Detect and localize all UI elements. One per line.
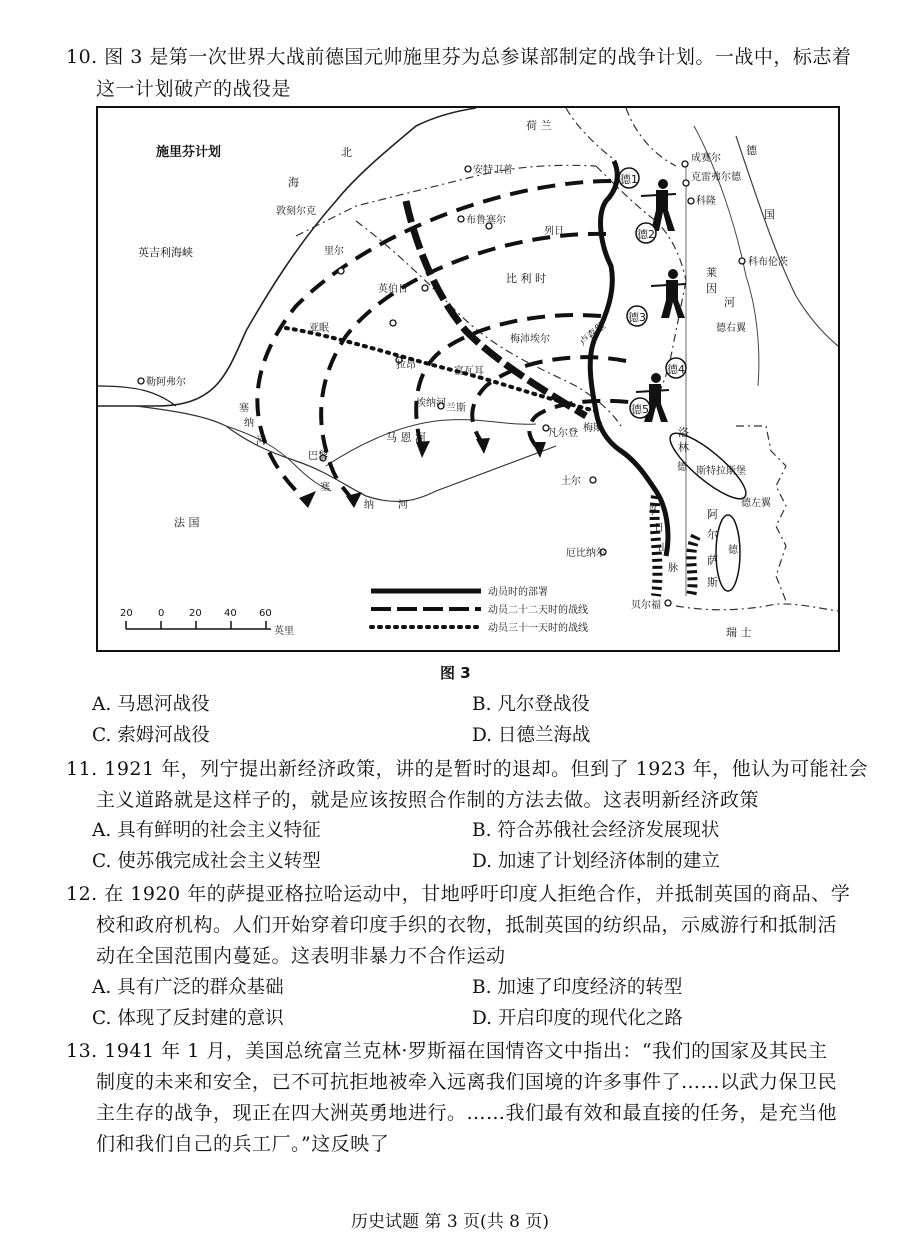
label-north-sea-1: 北 (341, 146, 352, 159)
q12-option-b[interactable]: B. 加速了印度经济的转型 (472, 977, 683, 998)
label-alsace-4: 斯 (707, 576, 718, 589)
city-dunkirk: 敦刻尔克 (276, 206, 316, 217)
city-cologne: 成赛尔 (691, 153, 721, 164)
river-seine-2: 纳 (244, 418, 254, 429)
label-rhine-2: 因 (706, 282, 717, 295)
army-4-label: 德4 (667, 363, 685, 376)
city-mons: 英伯日 (378, 284, 408, 295)
scale-tick-4: 60 (259, 608, 272, 619)
city-verdun: 凡尔登 (548, 428, 578, 439)
q11-option-c[interactable]: C. 使苏俄完成社会主义转型 (92, 851, 321, 872)
q11-stem-line2: 主义道路就是这样子的，就是应该按照合作制的方法去做。这表明新经济政策 (96, 789, 760, 811)
river-marne: 马 恩 河 (386, 431, 426, 444)
river-seine-lower-1: 塞 (320, 482, 330, 493)
city-paris: 巴黎 (308, 451, 328, 462)
river-seine-1: 塞 (239, 403, 249, 414)
city-laon: 拉昂 (396, 360, 416, 371)
scale-tick-1: 0 (158, 608, 165, 619)
river-oise: 埃纳河 (416, 398, 446, 409)
label-left-wing: 德左翼 (741, 498, 771, 509)
city-reims: 兰斯 (446, 403, 466, 414)
city-dusseldorf: 克雷弗尔德 (691, 172, 741, 183)
label-alsace-3: 萨 (707, 554, 718, 567)
label-vosges-2: 日 (654, 523, 664, 534)
legend-31-days: 动员三十一天时的战线 (488, 623, 588, 634)
label-north-sea-2: 海 (288, 176, 299, 189)
label-france: 法 国 (174, 516, 200, 529)
q11-option-b[interactable]: B. 符合苏俄社会经济发展现状 (472, 820, 720, 841)
city-belfort: 贝尔福 (631, 600, 661, 611)
label-english-channel: 英吉利海峡 (138, 246, 193, 259)
city-antwerp: 安特卫普 (473, 165, 513, 176)
label-germany-2: 国 (764, 208, 775, 221)
city-koblenz: 科布伦茨 (748, 257, 788, 268)
q12-option-c[interactable]: C. 体现了反封建的意识 (92, 1008, 284, 1029)
label-vosges-4: 脉 (668, 563, 678, 574)
city-lille: 里尔 (324, 246, 344, 257)
q13-stem-line4: 们和我们自己的兵工厂。”这反映了 (96, 1133, 390, 1155)
map-title: 施里芬计划 (156, 145, 222, 160)
label-lorraine-1: 洛 (678, 426, 689, 439)
q10-option-c[interactable]: C. 索姆河战役 (92, 725, 210, 746)
army-1-label: 德1 (620, 173, 638, 186)
city-toul: 土尔 (561, 476, 581, 487)
city-metz: 梅斯 (583, 423, 603, 434)
q13-stem-line3: 主生存的战争，现正在四大洲英勇地进行。……我们最有效和最直接的任务，是充当他 (96, 1102, 838, 1124)
figure-caption: 图 3 (440, 664, 471, 682)
q10-option-a[interactable]: A. 马恩河战役 (92, 694, 210, 715)
q12-stem-line1: 12. 在 1920 年的萨提亚格拉哈运动中，甘地呼吁印度人拒绝合作，并抵制英国的商品、学 (66, 883, 851, 905)
label-lorraine-2: 林 (678, 441, 689, 454)
q12-option-d[interactable]: D. 开启印度的现代化之路 (472, 1008, 683, 1029)
q12-stem-line2: 校和政府机构。人们开始穿着印度手织的衣物，抵制英国的纺织品，示威游行和抵制活 (96, 914, 838, 936)
schlieffen-plan-map (96, 106, 840, 652)
river-seine-lower-2: 纳 (364, 500, 374, 511)
city-amiens: 亚眠 (309, 323, 329, 334)
q11-option-a[interactable]: A. 具有鲜明的社会主义特征 (92, 820, 321, 841)
label-germany-1: 德 (746, 144, 757, 157)
q10-option-b[interactable]: B. 凡尔登战役 (472, 694, 590, 715)
q11-stem-line1: 11. 1921 年，列宁提出新经济政策，讲的是暂时的退却。但到了 1923 年，他认为可能社会 (66, 758, 869, 780)
label-alsace-2: 尔 (707, 528, 718, 541)
label-vosges-1: 孚 (648, 506, 658, 517)
city-rouen: 勒阿弗尔 (146, 377, 186, 388)
label-de-4: 德 (728, 545, 738, 556)
page-footer: 历史试题 第 3 页(共 8 页) (351, 1212, 549, 1232)
city-namur: 梅沛埃尔 (510, 334, 550, 345)
city-brussels: 布鲁塞尔 (466, 215, 506, 226)
q10-stem-line2: 这一计划破产的战役是 (96, 78, 292, 100)
q13-stem-line1: 13. 1941 年 1 月，美国总统富兰克林·罗斯福在国情咨文中指出：“我们的国家及其民主 (66, 1040, 828, 1062)
q12-option-a[interactable]: A. 具有广泛的群众基础 (92, 977, 284, 998)
legend-22-days: 动员二十二天时的战线 (488, 605, 588, 616)
army-3-label: 德3 (628, 311, 646, 324)
river-seine-3: 河 (256, 436, 266, 447)
label-rhine-1: 莱 (706, 266, 717, 279)
scale-tick-2: 20 (189, 608, 202, 619)
river-seine-lower-3: 河 (398, 500, 408, 511)
city-liege: 列日 (544, 226, 564, 237)
label-alsace-1: 阿 (707, 508, 718, 521)
label-vosges-3: 山 (658, 543, 668, 554)
city-soissons: 富瓦耳 (454, 366, 484, 377)
q11-option-d[interactable]: D. 加速了计划经济体制的建立 (472, 851, 720, 872)
label-luxembourg: 卢森堡 (577, 320, 608, 349)
city-strasbourg: 斯特拉斯堡 (696, 466, 746, 477)
scale-tick-3: 40 (224, 608, 237, 619)
scale-tick-0: 20 (120, 608, 133, 619)
label-belgium: 比 利 时 (506, 272, 546, 285)
label-rhine-3: 河 (724, 296, 735, 309)
legend-mobilization: 动员时的部署 (488, 587, 548, 598)
army-2-label: 德2 (637, 228, 655, 241)
city-epinal: 厄比纳尔 (566, 548, 606, 559)
city-koln: 科隆 (696, 196, 716, 207)
label-de-3: 德 (677, 462, 687, 473)
scale-unit: 英里 (274, 626, 294, 637)
q10-option-d[interactable]: D. 日德兰海战 (472, 725, 591, 746)
q10-stem-line1: 10. 图 3 是第一次世界大战前德国元帅施里芬为总参谋部制定的战争计划。一战中，标志着 (66, 46, 852, 68)
label-right-wing: 德右翼 (716, 323, 746, 334)
army-5-label: 德5 (631, 403, 649, 416)
label-switzerland: 瑞 士 (726, 626, 752, 639)
q13-stem-line2: 制度的未来和安全，已不可抗拒地被牵入远离我们国境的许多事件了……以武力保卫民 (96, 1071, 838, 1093)
q12-stem-line3: 动在全国范围内蔓延。这表明非暴力不合作运动 (96, 945, 506, 967)
label-netherlands: 荷 兰 (526, 119, 552, 132)
